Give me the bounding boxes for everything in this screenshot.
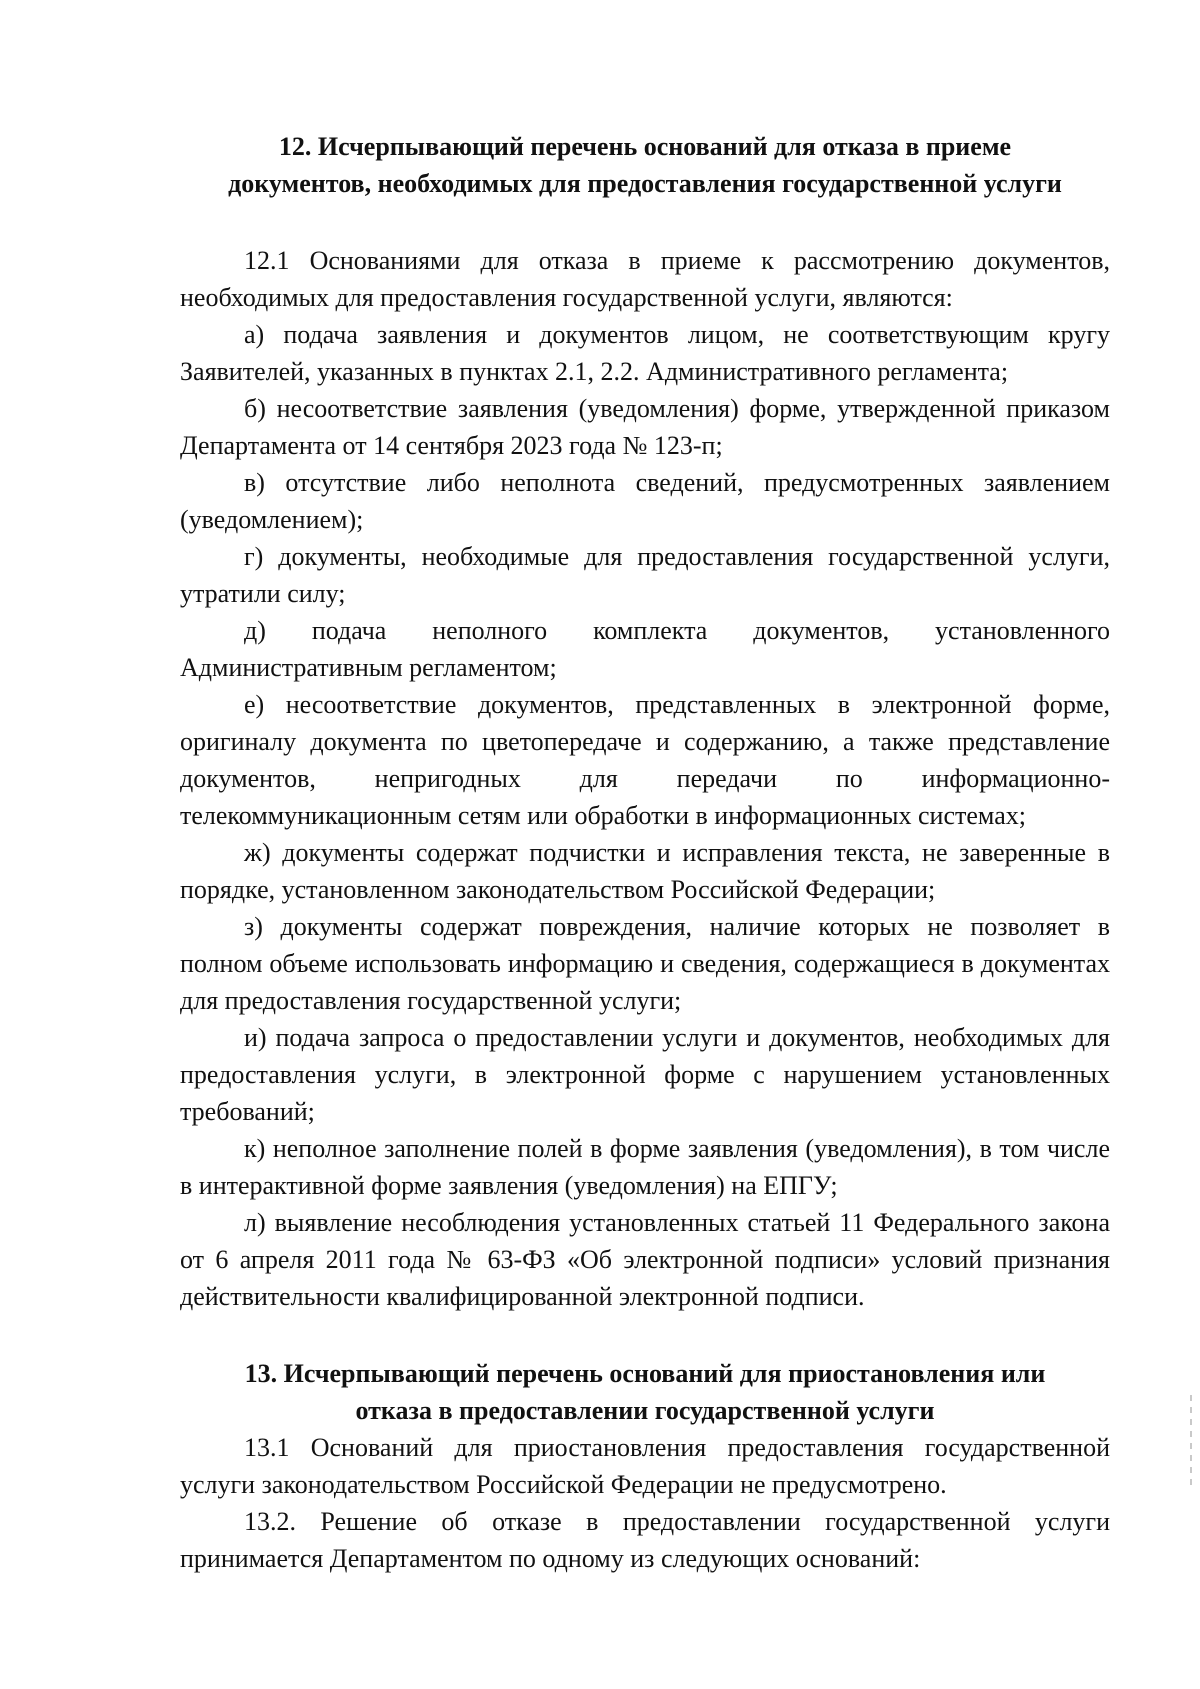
list-item-12-b: б) несоответствие заявления (уведомления) форме, утвержденной приказом Департамента от 14 сентября 2023 года № 123-п; [180,394,1110,460]
section-13-heading-line-1: 13. Исчерпывающий перечень оснований для приостановления или [244,1359,1046,1388]
paragraph-13-1: 13.1 Оснований для приостановления предоставления государственной услуги законодательством Российской Федерации не предусмотрено. [180,1433,1110,1499]
section-12-heading-line-1: 12. Исчерпывающий перечень оснований для отказа в приеме [278,132,1012,161]
list-item-12-d: д) подача неполного комплекта документов, установленного Административным регламентом; [180,616,1110,682]
scan-edge-mark [1190,1395,1192,1485]
document-body [180,128,1110,1577]
list-item-12-zh: ж) документы содержат подчистки и исправления текста, не заверенные в порядке, установленном законодательством Российской Федерации; [180,838,1110,904]
list-item-12-i: и) подача запроса о предоставлении услуги и документов, необходимых для предоставления услуги, в электронной форме с нарушением установленных требований; [180,1023,1110,1126]
list-item-12-v: в) отсутствие либо неполнота сведений, предусмотренных заявлением (уведомлением); [180,468,1110,534]
paragraph-13-2: 13.2. Решение об отказе в предоставлении государственной услуги принимается Департаментом по одному из следующих оснований: [180,1507,1110,1573]
paragraph-12-1: 12.1 Основаниями для отказа в приеме к рассмотрению документов, необходимых для предоставления государственной услуги, являются: [180,246,1110,312]
section-13-heading-line-2: отказа в предоставлении государственной услуги [355,1396,935,1425]
list-item-12-l: л) выявление несоблюдения установленных статьей 11 Федерального закона от 6 апреля 2011 года № 63-ФЗ «Об электронной подписи» условий признания действительности квалифицированной электронной подписи. [180,1208,1110,1311]
list-item-12-z: з) документы содержат повреждения, наличие которых не позволяет в полном объеме использовать информацию и сведения, содержащиеся в документах для предоставления государственной услуги; [180,912,1110,1015]
list-item-12-a: а) подача заявления и документов лицом, не соответствующим кругу Заявителей, указанных в пунктах 2.1, 2.2. Административного регламента; [180,320,1110,386]
section-13-heading [180,1355,1110,1429]
section-12-heading [180,128,1110,202]
list-item-12-g: г) документы, необходимые для предоставления государственной услуги, утратили силу; [180,542,1110,608]
list-item-12-e: е) несоответствие документов, представленных в электронной форме, оригиналу документа по цветопередаче и содержанию, а также представление документов, непригодных для передачи по информационно-телекоммуникационным сетям или обработки в информационных системах; [180,690,1110,830]
list-item-12-k: к) неполное заполнение полей в форме заявления (уведомления), в том числе в интерактивной форме заявления (уведомления) на ЕПГУ; [180,1134,1110,1200]
section-12-heading-line-2: документов, необходимых для предоставления государственной услуги [228,169,1062,198]
